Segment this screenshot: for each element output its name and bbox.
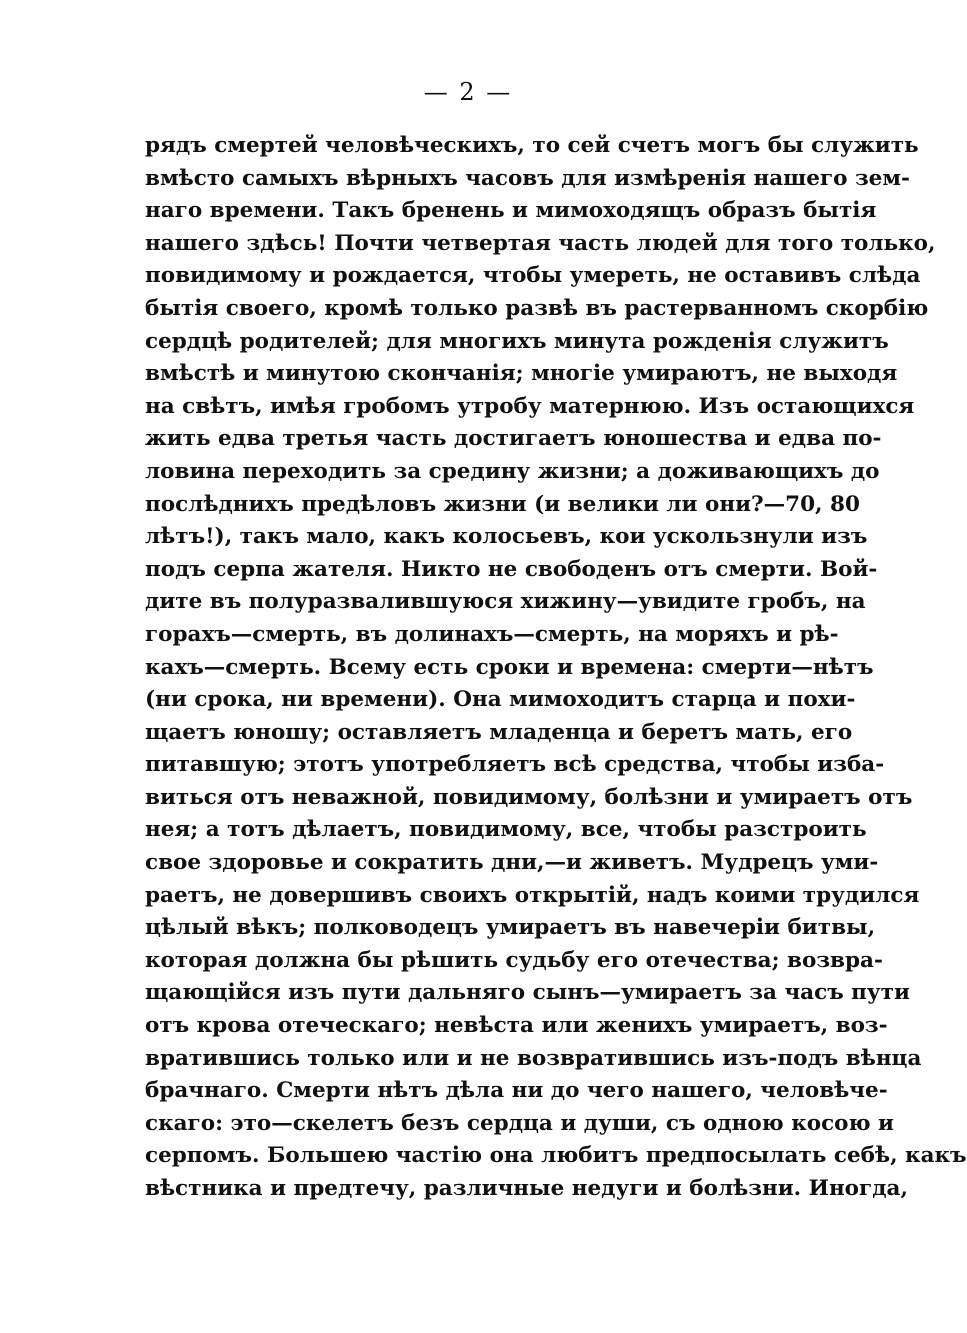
- text-line: жить едва третья часть достигаетъ юношества и едва по-: [145, 426, 882, 452]
- text-line: наго времени. Такъ бренень и мимоходящъ образъ бытія: [145, 198, 877, 224]
- text-line: ловина переходить за средину жизни; а доживающихъ до: [145, 458, 880, 484]
- text-line: послѣднихъ предѣловъ жизни (и велики ли они?—70, 80: [145, 491, 860, 517]
- text-line: дите въ полуразвалившуюся хижину—увидите гробъ, на: [145, 589, 866, 615]
- text-line: щающійся изъ пути дальняго сынъ—умираетъ за часъ пути: [145, 980, 910, 1006]
- text-line: серпомъ. Большею частію она любитъ предпосылать себѣ, какъ: [145, 1143, 967, 1169]
- text-line: свое здоровье и сократить дни,—и живетъ. Мудрецъ уми-: [145, 850, 879, 876]
- text-line: кахъ—смерть. Всему есть сроки и времена: смерти—нѣтъ: [145, 654, 874, 680]
- text-line: подъ серпа жателя. Никто не свободенъ отъ смерти. Вой-: [145, 556, 878, 582]
- text-line: щаетъ юношу; оставляетъ младенца и беретъ мать, его: [145, 719, 853, 745]
- text-line: вѣстника и предтечу, различные недуги и болѣзни. Иногда,: [145, 1176, 908, 1201]
- text-line: лѣтъ!), такъ мало, какъ колосьевъ, кои ускользнули изъ: [145, 524, 868, 550]
- body-text: [145, 130, 967, 1206]
- text-line: бытія своего, кромѣ только развѣ въ растерванномъ скорбію: [145, 295, 929, 321]
- text-line: нашего здѣсь! Почти четвертая часть людей для того только,: [145, 230, 936, 256]
- page-number: — 2 —: [423, 78, 513, 106]
- text-line: (ни срока, ни времени). Она мимоходитъ старца и похи-: [145, 687, 856, 713]
- text-line: виться отъ неважной, повидимому, болѣзни и умираетъ отъ: [145, 784, 913, 810]
- text-line: на свѣтъ, имѣя гробомъ утробу матернюю. Изъ остающихся: [145, 393, 915, 419]
- text-line: питавшую; этотъ употребляетъ всѣ средства, чтобы изба-: [145, 752, 885, 778]
- text-line: рядъ смертей человѣческихъ, то сей счетъ могъ бы служить: [145, 133, 919, 158]
- text-line: вмѣстѣ и минутою скончанія; многіе умираютъ, не выходя: [145, 361, 898, 387]
- text-line: повидимому и рождается, чтобы умереть, не оставивъ слѣда: [145, 263, 921, 289]
- text-line: которая должна бы рѣшить судьбу его отечества; возвра-: [145, 947, 883, 973]
- text-line: сердцѣ родителей; для многихъ минута рожденія служитъ: [145, 328, 889, 354]
- text-line: раетъ, не довершивъ своихъ открытій, надъ коими трудился: [145, 882, 920, 908]
- text-line: отъ крова отеческаго; невѣста или женихъ умираетъ, воз-: [145, 1013, 888, 1039]
- text-line: вратившись только или и не возвратившись изъ-подъ вѣнца: [145, 1045, 922, 1071]
- text-line: скаго: это—скелетъ безъ сердца и души, съ одною косою и: [145, 1110, 894, 1136]
- text-line: вмѣсто самыхъ вѣрныхъ часовъ для измѣренія нашего зем-: [145, 165, 910, 191]
- text-line: нея; а тотъ дѣлаетъ, повидимому, все, чтобы разстроить: [145, 817, 867, 843]
- text-line: брачнаго. Смерти нѣтъ дѣла ни до чего нашего, человѣче-: [145, 1078, 888, 1104]
- text-line: цѣлый вѣкъ; полководецъ умираетъ въ навечеріи битвы,: [145, 915, 876, 941]
- text-line: горахъ—смерть, въ долинахъ—смерть, на моряхъ и рѣ-: [145, 621, 839, 647]
